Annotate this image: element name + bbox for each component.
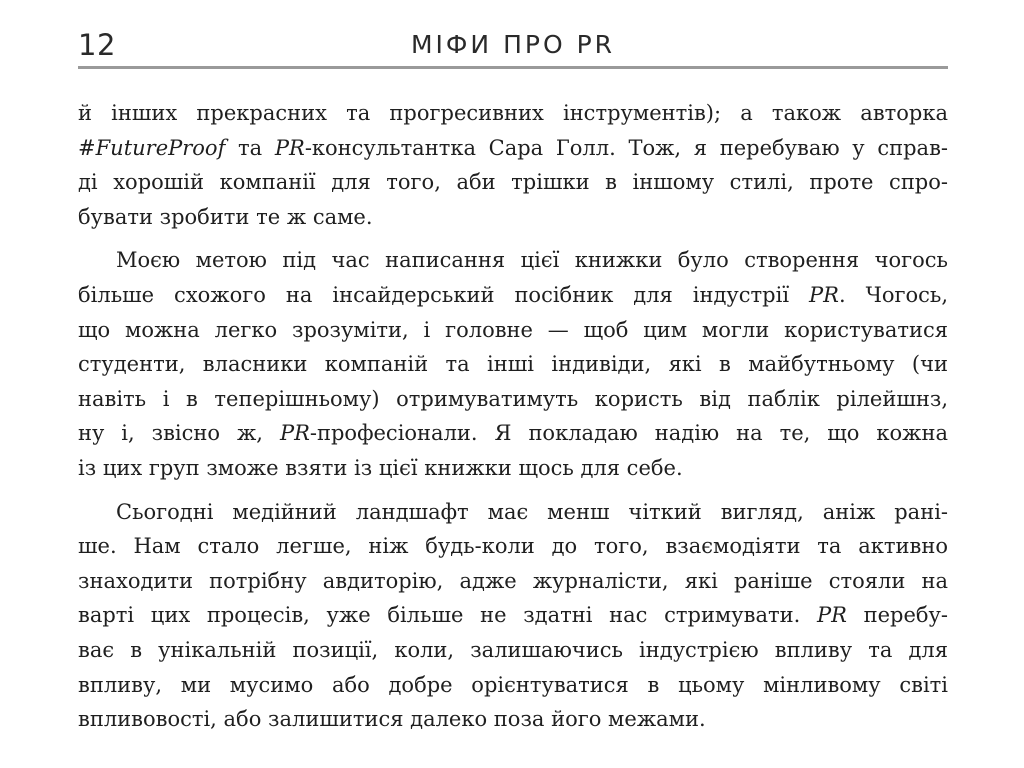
italic-term: #FutureProof xyxy=(78,135,226,160)
text-line xyxy=(78,529,948,564)
text-line xyxy=(78,633,948,668)
text-line xyxy=(78,96,948,131)
italic-term: PR xyxy=(279,421,310,446)
text-line xyxy=(78,564,948,599)
italic-term: PR xyxy=(809,282,839,307)
text-line xyxy=(78,165,948,200)
text-line xyxy=(78,451,948,486)
text-run: знаходити потрібну авдиторію, адже журналісти, які раніше стояли на xyxy=(78,568,948,593)
header-rule xyxy=(78,66,948,69)
text-line xyxy=(78,702,948,737)
paragraph xyxy=(78,96,948,234)
text-run: ше. Нам стало легше, ніж будь-коли до того, взаємодіяти та активно xyxy=(78,534,948,559)
body-text xyxy=(78,96,948,737)
running-title: МІФИ ПРО PR xyxy=(410,30,616,59)
text-run: ді хорошій компанії для того, аби трішки в іншому стилі, проте спро- xyxy=(78,170,948,195)
text-run: та xyxy=(225,135,275,160)
text-run: що можна легко зрозуміти, і головне — щоб цим могли користуватися xyxy=(78,317,948,342)
text-line xyxy=(78,382,948,417)
text-run: варті цих процесів, уже більше не здатні нас стримувати. xyxy=(78,603,817,628)
text-run: й інших прекрасних та прогресивних інструментів); а також авторка xyxy=(78,101,948,125)
text-run: -професіонали. Я покладаю надію на те, що кожна xyxy=(309,421,948,446)
text-run: впливовості, або залишитися далеко поза його межами. xyxy=(78,707,706,732)
text-run: перебу- xyxy=(846,603,948,628)
italic-term: PR xyxy=(816,603,847,628)
text-run: -консультантка Сара Голл. Тож, я перебуваю у справ- xyxy=(304,135,948,160)
text-line xyxy=(78,495,948,530)
text-run: впливу, ми мусимо або добре орієнтуватися в цьому мінливому світі xyxy=(78,672,948,697)
paragraph xyxy=(78,495,948,737)
running-head xyxy=(78,22,948,66)
text-run: ває в унікальній позиції, коли, залишаючись індустрією впливу та для xyxy=(78,637,948,662)
text-line xyxy=(78,131,948,166)
text-run: Моєю метою під час написання цієї книжки було створення чогось xyxy=(116,248,948,273)
text-run: Сьогодні медійний ландшафт має менш чіткий вигляд, аніж рані- xyxy=(116,499,948,524)
page-number: 12 xyxy=(78,28,116,62)
text-line xyxy=(78,416,948,451)
text-line xyxy=(78,313,948,348)
book-page xyxy=(78,22,948,746)
text-run: . Чогось, xyxy=(838,282,948,307)
text-run: навіть і в теперішньому) отримуватимуть користь від паблік рілейшнз, xyxy=(78,386,948,411)
text-line xyxy=(78,668,948,703)
text-line xyxy=(78,278,948,313)
italic-term: PR xyxy=(274,135,305,160)
text-run: бувати зробити те ж саме. xyxy=(78,204,373,229)
text-run: ну і, звісно ж, xyxy=(78,421,280,446)
text-line xyxy=(78,598,948,633)
text-line xyxy=(78,200,948,235)
text-line xyxy=(78,347,948,382)
paragraph xyxy=(78,243,948,485)
text-line xyxy=(78,243,948,278)
text-run: студенти, власники компаній та інші індивіди, які в майбутньому (чи xyxy=(78,352,948,377)
text-run: більше схожого на інсайдерський посібник для індустрії xyxy=(78,282,810,307)
text-run: із цих груп зможе взяти із цієї книжки щось для себе. xyxy=(78,455,683,480)
